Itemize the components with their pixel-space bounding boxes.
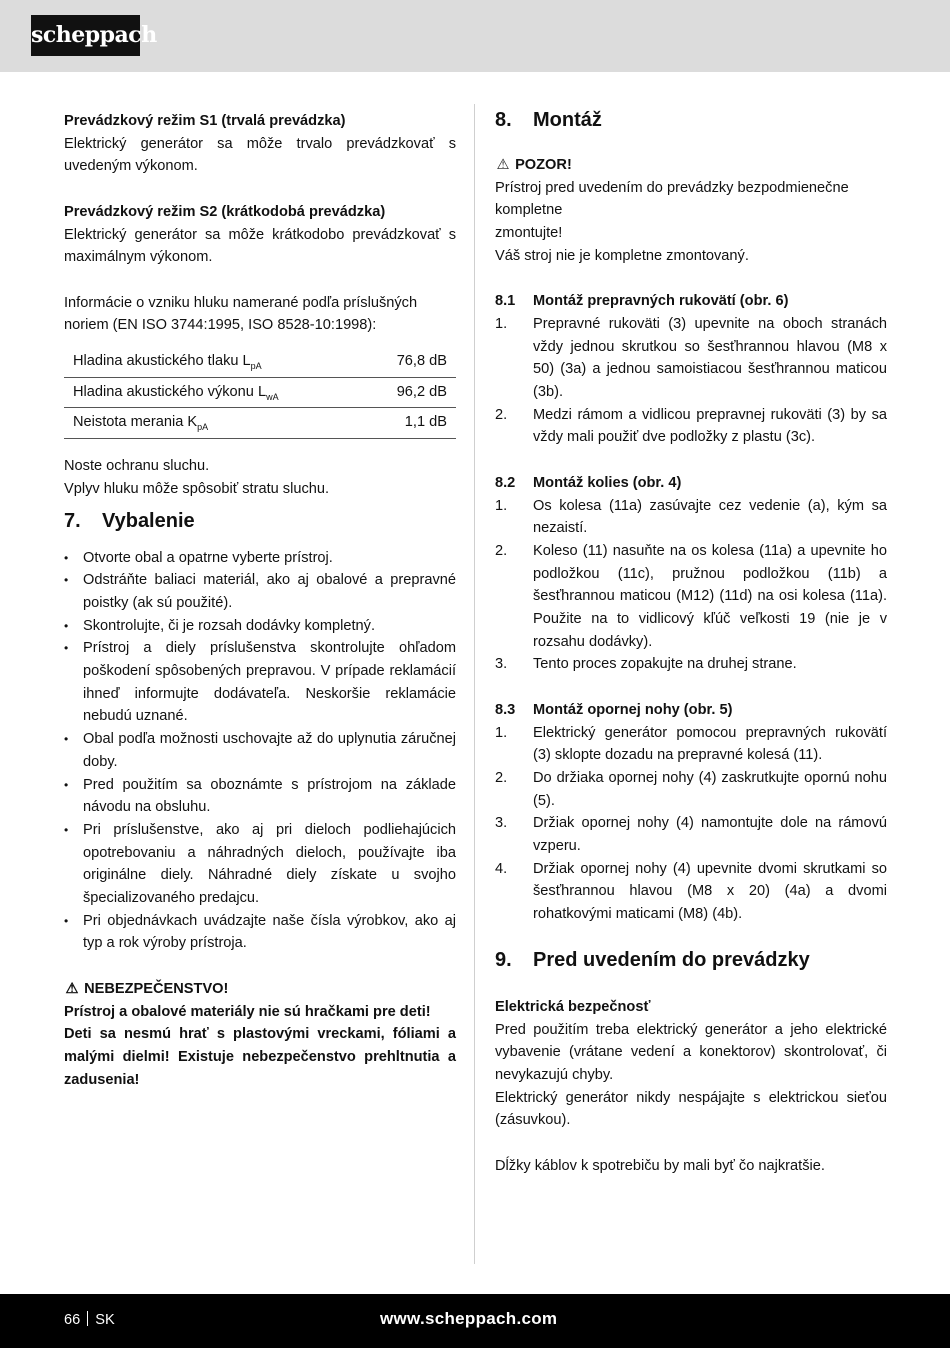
electrical-safety-text-2: Elektrický generátor nikdy nespájajte s elektrickou sieťou (zásuvkou). (495, 1089, 887, 1129)
caution-heading (495, 154, 887, 177)
step-text: Držiak opornej nohy (4) upevnite dvomi skrutkami so šesťhrannou hlavou (M8 x 20) (4a) a dvomi rohatkovými maticami (M8) (4b). (533, 860, 887, 923)
s1-title: Prevádzkový režim S1 (trvalá prevádzka) (64, 113, 346, 129)
caution-line-1: Prístroj pred uvedením do prevádzky bezpodmienečne kompletne (495, 179, 849, 219)
list-item: • Obal podľa možnosti uschovajte až do uplynutia záručnej doby. (64, 728, 456, 773)
noise-value: 1,1 dB (364, 408, 456, 439)
subsection-number: 8.1 (495, 293, 516, 310)
warning-icon: ⚠ (496, 157, 510, 173)
noise-subscript: wA (266, 391, 279, 402)
cable-length-text: Dĺžky káblov k spotrebiču by mali byť čo najkratšie. (495, 1157, 825, 1174)
noise-subscript: pA (197, 422, 209, 433)
section-heading-8 (495, 106, 887, 134)
table-row (64, 347, 456, 377)
list-item (495, 812, 887, 857)
unpacking-list (64, 547, 456, 956)
list-item: • Skontrolujte, či je rozsah dodávky kompletný. (64, 615, 456, 638)
electrical-safety-text-1: Pred použitím treba elektrický generátor a jeho elektrické vybavenie (vrátane vedení a konektorov) skontrolovať, či nevykazujú chyby. (495, 1021, 887, 1083)
noise-label: Hladina akustického výkonu L (73, 383, 267, 400)
danger-text-2: Deti sa nesmú hrať s plastovými vreckami, fóliami a malými dielmi! Existuje nebezpečenstvo prehltnutia a zadusenia! (64, 1026, 456, 1088)
column-divider (474, 104, 475, 1264)
noise-subscript: pA (250, 360, 262, 371)
table-row (64, 408, 456, 439)
right-column (495, 110, 887, 1177)
subsection-heading-8-2 (495, 472, 887, 495)
handles-steps (495, 313, 887, 449)
language-code: SK (95, 1312, 115, 1328)
step-number: 2. (495, 406, 508, 423)
subsection-heading-8-3 (495, 699, 887, 722)
subsection-title: Montáž prepravných rukovätí (obr. 6) (533, 293, 789, 310)
list-item: • Otvorte obal a opatrne vyberte prístroj. (64, 547, 456, 570)
step-text: Prepravné rukoväti (3) upevnite na oboch stranách vždy jednou skrutkou so šesťhrannou hlavou (M8 x 50) (3a) a jednou samoistiacou šesťhrannou maticou (3b). (533, 315, 887, 401)
footer-separator (87, 1311, 88, 1326)
s2-title: Prevádzkový režim S2 (krátkodobá prevádzka) (64, 203, 386, 220)
section-heading-9 (495, 946, 887, 974)
warning-icon: ⚠ (65, 980, 79, 997)
list-item: • Odstráňte baliaci materiál, ako aj obalové a prepravné poistky (ak sú použité). (64, 569, 456, 614)
list-item: • Pri príslušenstve, ako aj pri dieloch podliehajúcich opotrebovaniu a náhradných dieloch, používajte iba originálne diely. Náhradné diely získate u svojho špecializovaného predajcu. (64, 819, 456, 910)
noise-value: 76,8 dB (364, 347, 456, 377)
s1-text: Elektrický generátor sa môže trvalo prevádzkovať s uvedeným výkonom. (64, 135, 456, 175)
step-text: Držiak opornej nohy (4) namontujte dole na rámovú vzperu. (533, 815, 887, 855)
danger-heading (64, 978, 456, 1001)
brand-logo: scheppach (31, 15, 140, 56)
section-title: Pred uvedením do prevádzky (533, 948, 810, 971)
page-footer (0, 1294, 950, 1348)
section-number: 8. (495, 109, 512, 131)
step-text: Medzi rámom a vidlicou prepravnej rukoväti (3) by sa vždy mali použiť dve podložky z plastu (3c). (533, 406, 887, 446)
subsection-title: Montáž opornej nohy (obr. 5) (533, 701, 733, 718)
s2-text: Elektrický generátor sa môže krátkodobo prevádzkovať s maximálnym výkonom. (64, 226, 456, 266)
hearing-warning-text: Vplyv hluku môže spôsobiť stratu sluchu. (64, 480, 330, 497)
step-text: Elektrický generátor pomocou prepravných rukovätí (3) sklopte dozadu na prepravné kolesá (11). (533, 724, 887, 764)
list-item: • Prístroj a diely príslušenstva skontrolujte ohľadom poškodení spôsobených prepravou. V prípade reklamácií ihneď informujte dodávateľa. Neskoršie reklamácie nebudú uznané. (64, 637, 456, 728)
list-item (495, 653, 887, 676)
list-item: • Pred použitím sa oboznámte s prístrojom na základe návodu na obsluhu. (64, 774, 456, 819)
noise-value: 96,2 dB (364, 377, 456, 408)
page-indicator (64, 1309, 115, 1331)
subsection-heading-8-1 (495, 290, 887, 313)
website-url: www.scheppach.com (380, 1309, 558, 1328)
page-number: 66 (64, 1312, 81, 1328)
list-item (495, 313, 887, 404)
table-row (64, 377, 456, 408)
section-title: Vybalenie (102, 509, 195, 532)
caution-line-2: zmontujte! (495, 225, 563, 242)
subsection-title: Montáž kolies (obr. 4) (533, 474, 682, 491)
list-item (495, 767, 887, 812)
noise-info: Informácie o vzniku hluku namerané podľa príslušných noriem (EN ISO 3744:1995, ISO 8528-10:1998): (64, 294, 418, 334)
danger-text-1: Prístroj a obalové materiály nie sú hračkami pre deti! (64, 1003, 431, 1020)
list-item (495, 722, 887, 767)
step-number: 1. (495, 315, 508, 332)
step-number: 4. (495, 860, 508, 877)
caution-title: POZOR! (515, 157, 572, 173)
list-item (495, 540, 887, 654)
noise-label: Neistota merania K (73, 414, 198, 431)
noise-label: Hladina akustického tlaku L (73, 353, 251, 369)
section-number: 9. (495, 948, 512, 971)
step-number: 1. (495, 497, 508, 514)
caution-line-3: Váš stroj nie je kompletne zmontovaný. (495, 247, 749, 264)
left-column (64, 110, 456, 1091)
list-item: • Pri objednávkach uvádzajte naše čísla výrobkov, ako aj typ a rok výroby prístroja. (64, 910, 456, 955)
step-text: Tento proces zopakujte na druhej strane. (533, 656, 797, 673)
support-leg-steps (495, 722, 887, 926)
wheels-steps (495, 495, 887, 677)
section-title: Montáž (533, 109, 602, 131)
step-text: Do držiaka opornej nohy (4) zaskrutkujte opornú nohu (5). (533, 769, 887, 809)
step-text: Os kolesa (11a) zasúvajte cez vedenie (a), kým sa nezaistí. (533, 497, 887, 537)
hearing-protection-text: Noste ochranu sluchu. (64, 458, 210, 475)
step-number: 3. (495, 656, 508, 673)
danger-title: NEBEZPEČENSTVO! (84, 980, 229, 997)
step-number: 2. (495, 542, 508, 559)
list-item (495, 404, 887, 449)
step-number: 3. (495, 815, 508, 832)
list-item (495, 495, 887, 540)
electrical-safety-title: Elektrická bezpečnosť (495, 998, 651, 1015)
subsection-number: 8.2 (495, 474, 516, 491)
step-number: 2. (495, 769, 508, 786)
step-text: Koleso (11) nasuňte na os kolesa (11a) a upevnite ho podložkou (11c), pružnou podložkou (11b) a šesťhrannou maticou (M12) (11d) na osi kolesa (11a). Použite na to vidlicový kľúč veľkosti 19 (nie je v rozsahu dodávky). (533, 542, 887, 650)
list-item (495, 858, 887, 926)
section-number: 7. (64, 509, 81, 532)
step-number: 1. (495, 724, 508, 741)
page-header (0, 0, 950, 72)
subsection-number: 8.3 (495, 701, 516, 718)
section-heading-7 (64, 507, 456, 535)
noise-table (64, 347, 456, 439)
